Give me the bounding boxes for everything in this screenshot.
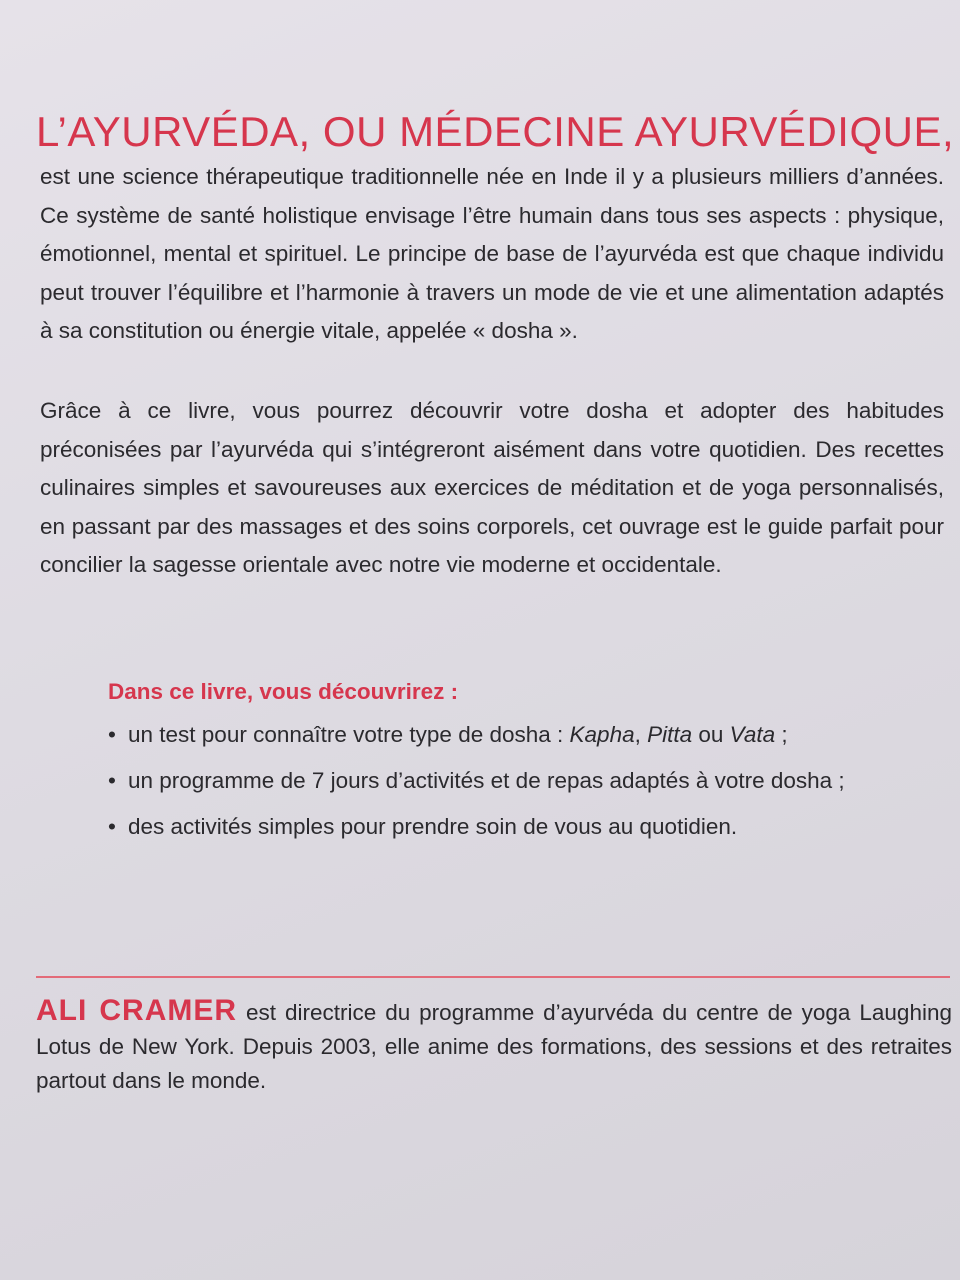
dosha-pitta: Pitta [647, 722, 693, 747]
list-item-tail: ; [775, 722, 788, 747]
headline: L’AYURVÉDA, OU MÉDECINE AYURVÉDIQUE, [36, 108, 955, 155]
intro-paragraph-2: Grâce à ce livre, vous pourrez découvrir votre dosha et adopter des habitudes préconisées par l’ayurvéda qui s’intégreront aisément dans votre quotidien. Des recettes culinaires simples et savoureuses aux exercices de méditation et de yoga personnalisés, en passant par des massages et des soins corporels, cet ouvrage est le guide parfait pour concilier la sagesse orientale avec notre vie moderne et occidentale. [40, 398, 944, 577]
discover-section [108, 674, 888, 854]
list-item [108, 808, 888, 846]
list-item-separator: , [634, 722, 648, 747]
list-item-separator: ou [692, 722, 730, 747]
bullet-icon: • [108, 768, 116, 793]
author-bio [36, 994, 952, 1098]
intro-paragraph-1: est une science thérapeutique traditionnelle née en Inde il y a plusieurs milliers d’années. Ce système de santé holistique envisage l’être humain dans tous ses aspects : physique, émotionnel, mental et spirituel. Le principe de base de l’ayurvéda est que chaque individu peut trouver l’équilibre et l’harmonie à travers un mode de vie et une alimentation adaptés à sa constitution ou énergie vitale, appelée « dosha ». [40, 164, 944, 343]
dosha-vata: Vata [729, 722, 776, 747]
discover-title: Dans ce livre, vous découvrirez : [108, 679, 459, 704]
dosha-kapha: Kapha [569, 722, 635, 747]
bullet-icon: • [108, 814, 116, 839]
author-bio-text: est directrice du programme d’ayurvéda du centre de yoga Laughing Lotus de New York. Depuis 2003, elle anime des formations, des sessions et des retraites partout dans le monde. [36, 1000, 952, 1093]
bullet-icon: • [108, 722, 116, 747]
list-item [108, 762, 888, 800]
section-divider [36, 976, 950, 978]
list-item-text: un test pour connaître votre type de dosha : [128, 722, 570, 747]
list-item-text: un programme de 7 jours d’activités et de repas adaptés à votre dosha ; [128, 768, 845, 793]
list-item [108, 716, 888, 754]
discover-list [108, 716, 888, 846]
author-name: ALI CRAMER [36, 994, 238, 1027]
list-item-text: des activités simples pour prendre soin de vous au quotidien. [128, 814, 738, 839]
